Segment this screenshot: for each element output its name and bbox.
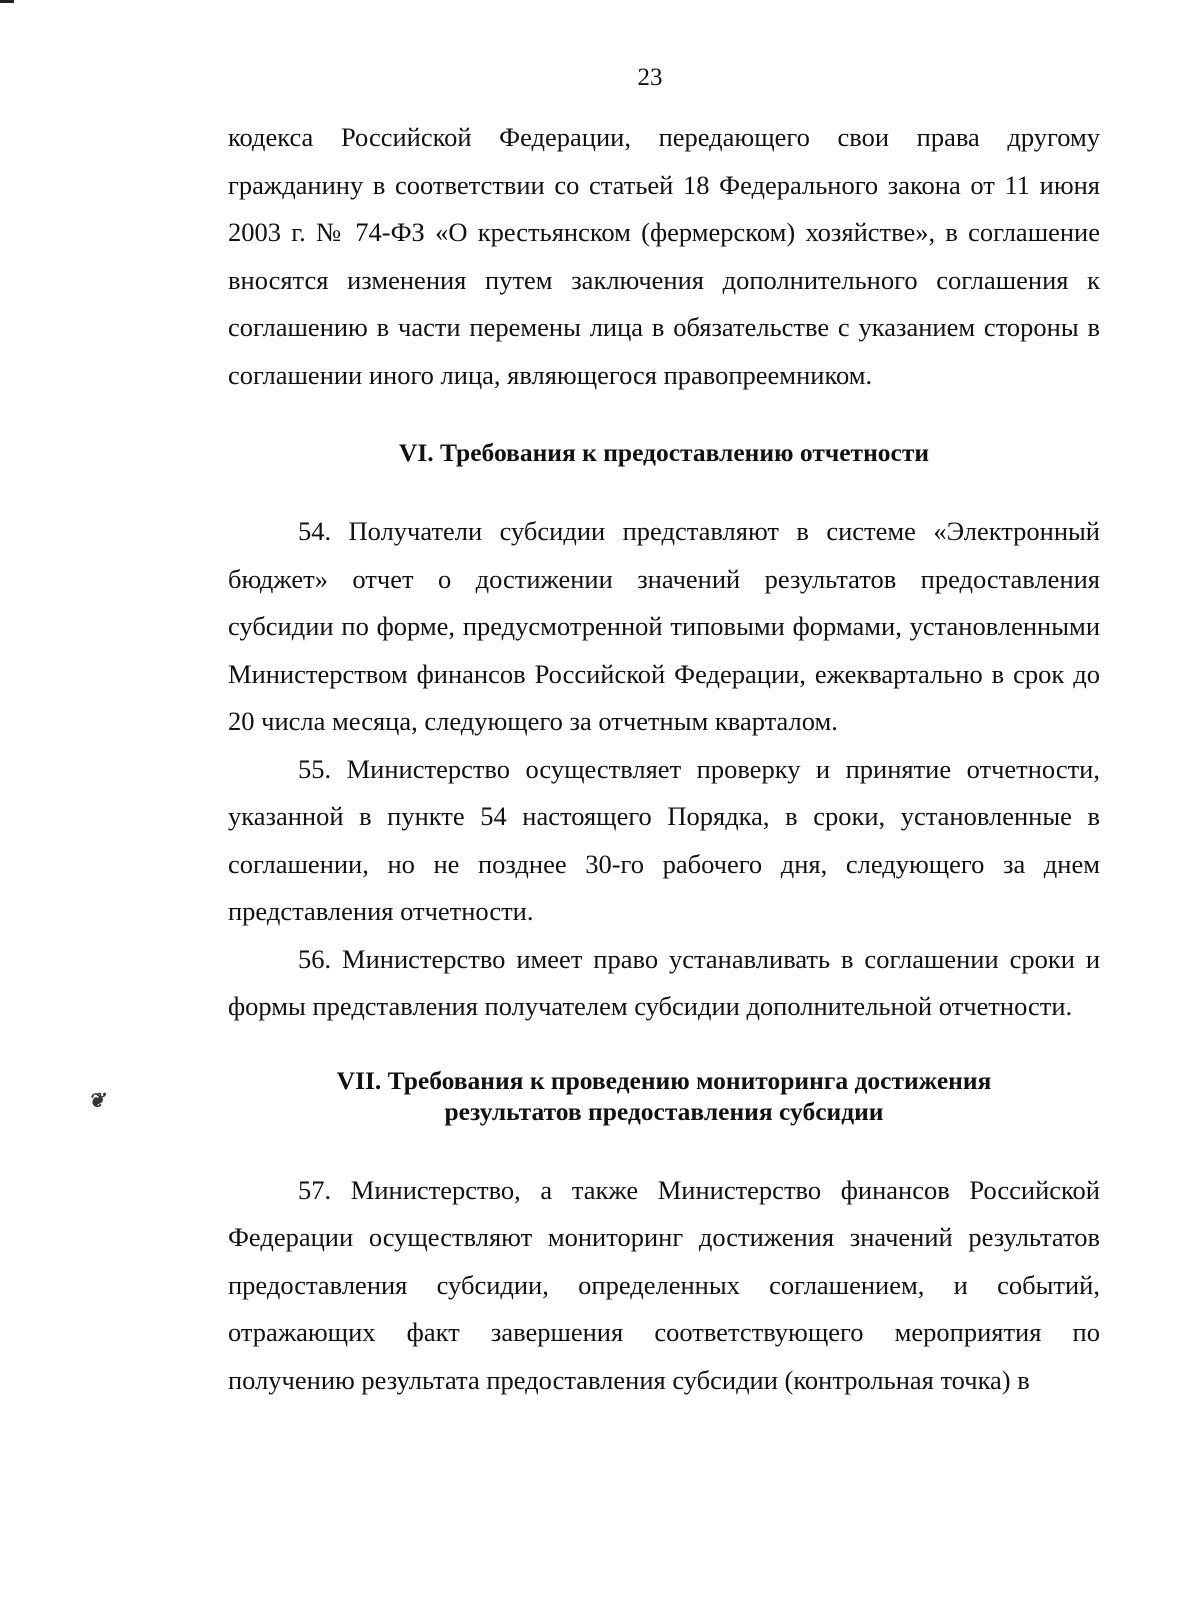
paragraph-57: 57. Министерство, а также Министерство финансов Российской Федерации осуществляют мониторинг достижения значений результатов предоставления субсидии, определенных соглашением, и событий, отражающих факт завершения соответствующего мероприятия по получению результата предоставления субсидии (контрольная точка) в	[228, 1174, 1100, 1395]
section-heading-7	[228, 1065, 1100, 1127]
scan-edge-mark	[0, 0, 14, 3]
margin-ink-mark: ❦	[88, 1090, 105, 1112]
paragraph-54: 54. Получатели субсидии представляют в системе «Электронный бюджет» отчет о достижении значений результатов предоставления субсидии по форме, предусмотренной типовыми формами, установленными Министерством финансов Российской Федерации, ежеквартально в срок до 20 числа месяца, следующего за отчетным кварталом.	[228, 516, 1100, 736]
page-number: 23	[637, 64, 663, 91]
section-heading-7-line-2: результатов предоставления субсидии	[444, 1096, 884, 1126]
paragraph-53-continuation: кодекса Российской Федерации, передающего свои права другому гражданину в соответствии со статьей 18 Федерального закона от 11 июня 2003 г. № 74-ФЗ «О крестьянском (фермерском) хозяйстве», в соглашение вносятся изменения путем заключения дополнительного соглашения к соглашению в части перемены лица в обязательстве с указанием стороны в соглашении иного лица, являющегося правопреемником.	[228, 122, 1100, 390]
paragraph-56: 56. Министерство имеет право устанавливать в соглашении сроки и формы представления получателем субсидии дополнительной отчетности.	[228, 943, 1100, 1021]
section-heading-6: VI. Требования к предоставлению отчетности	[398, 438, 930, 467]
paragraph-55: 55. Министерство осуществляет проверку и принятие отчетности, указанной в пункте 54 настоящего Порядка, в сроки, установленные в соглашении, но не позднее 30-го рабочего дня, следующего за днем представления отчетности.	[228, 753, 1100, 926]
document-body	[228, 114, 1100, 1404]
section-heading-7-line-1: VII. Требования к проведению мониторинга достижения	[336, 1065, 992, 1095]
